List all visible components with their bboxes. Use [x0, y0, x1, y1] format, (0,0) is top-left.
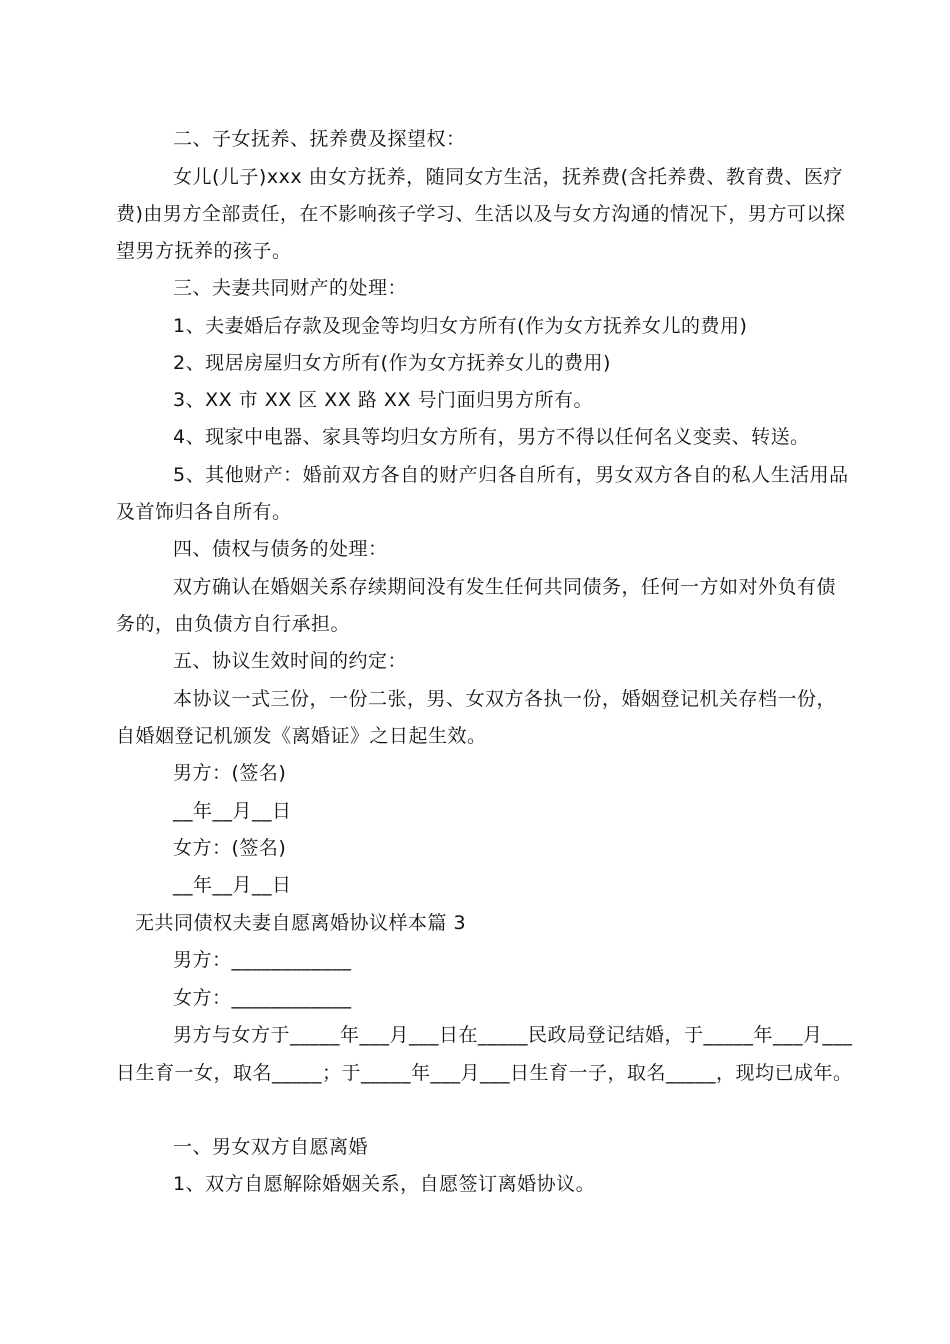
paragraph-line: 男方与女方于_____年___月___日在_____民政局登记结婚，于_____年___月___ [173, 1024, 853, 1046]
sample-title: 无共同债权夫妻自愿离婚协议样本篇 3 [135, 912, 467, 934]
signature-male: 男方：(签名) [173, 762, 287, 784]
section-heading-voluntary-divorce: 一、男女双方自愿离婚 [173, 1136, 369, 1158]
party-male-field: 男方：____________ [173, 949, 352, 971]
section-heading-effective-date: 五、协议生效时间的约定： [173, 650, 408, 672]
list-item: 3、XX 市 XX 区 XX 路 XX 号门面归男方所有。 [173, 389, 593, 411]
list-item: 1、夫妻婚后存款及现金等均归女方所有(作为女方抚养女儿的费用) [173, 315, 748, 337]
paragraph-line: 望男方抚养的孩子。 [116, 240, 292, 262]
paragraph-line: 女儿(儿子)xxx 由女方抚养，随同女方生活，抚养费(含托养费、教育费、医疗 [173, 166, 844, 188]
list-item: 5、其他财产：婚前双方各自的财产归各自所有，男女双方各自的私人生活用品 [173, 464, 849, 486]
paragraph-line: 费)由男方全部责任，在不影响孩子学习、生活以及与女方沟通的情况下，男方可以探 [116, 203, 846, 225]
section-heading-property: 三、夫妻共同财产的处理： [173, 277, 408, 299]
paragraph-line: 自婚姻登记机颁发《离婚证》之日起生效。 [116, 725, 487, 747]
signature-date: __年__月__日 [173, 874, 292, 896]
signature-female: 女方：(签名) [173, 837, 287, 859]
list-item: 1、双方自愿解除婚姻关系，自愿签订离婚协议。 [173, 1173, 596, 1195]
section-heading-debts: 四、债权与债务的处理： [173, 538, 388, 560]
section-heading-child-custody: 二、子女抚养、抚养费及探望权： [173, 128, 466, 150]
signature-date: __年__月__日 [173, 800, 292, 822]
paragraph-line: 务的，由负债方自行承担。 [116, 613, 351, 635]
paragraph-line: 日生育一女，取名_____；于_____年___月___日生育一子，取名_____，现均已成年。 [116, 1062, 853, 1084]
list-item-continuation: 及首饰归各自所有。 [116, 501, 292, 523]
list-item: 2、现居房屋归女方所有(作为女方抚养女儿的费用) [173, 352, 611, 374]
paragraph-line: 双方确认在婚姻关系存续期间没有发生任何共同债务，任何一方如对外负有债 [173, 576, 837, 598]
list-item: 4、现家中电器、家具等均归女方所有，男方不得以任何名义变卖、转送。 [173, 426, 810, 448]
party-female-field: 女方：____________ [173, 987, 352, 1009]
paragraph-line: 本协议一式三份，一份二张，男、女双方各执一份，婚姻登记机关存档一份， [173, 688, 837, 710]
